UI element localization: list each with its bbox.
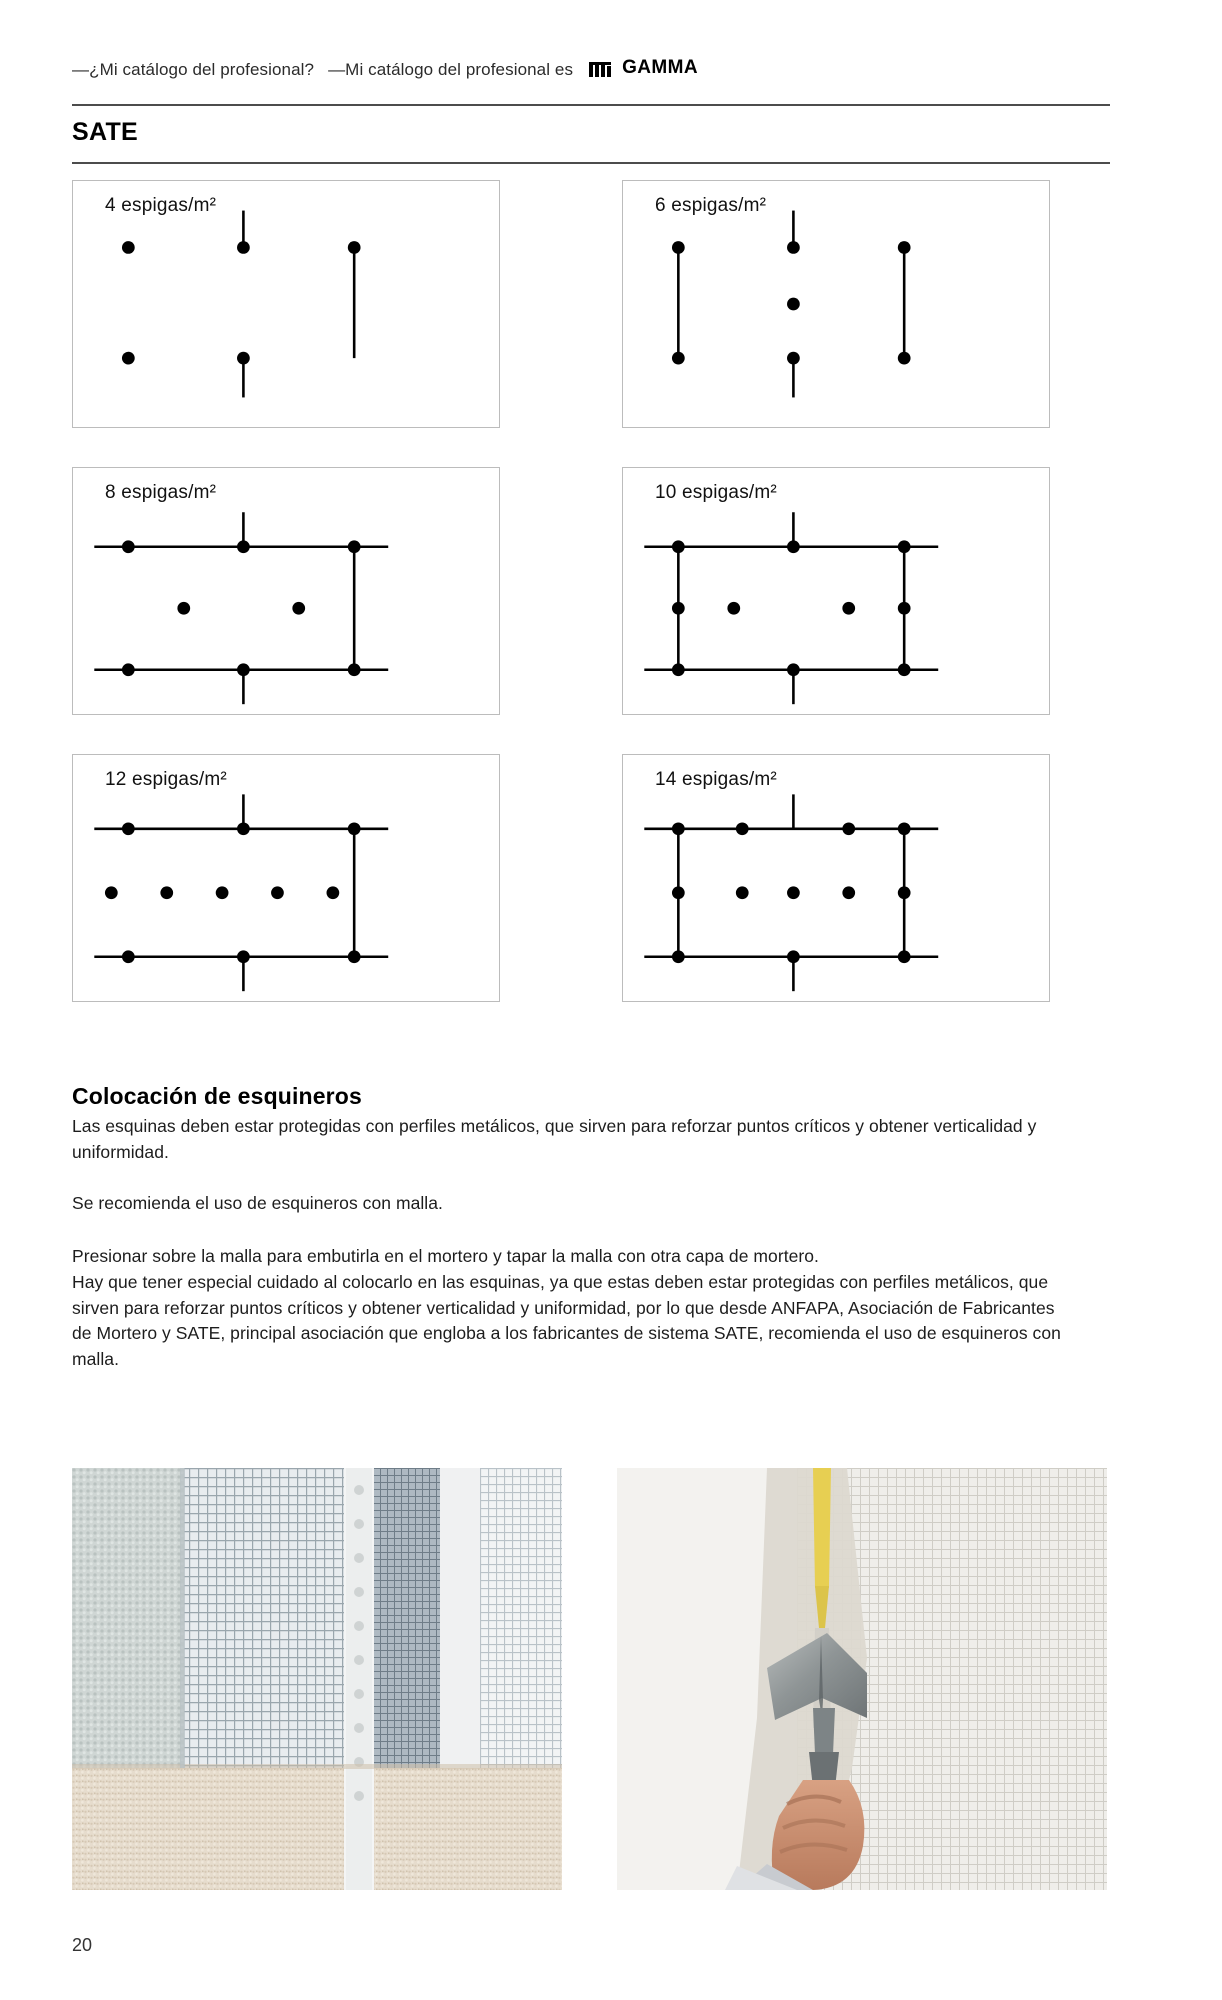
dowel-point [348,822,361,835]
dowel-point [122,663,135,676]
header-question-text: —¿Mi catálogo del profesional? [72,59,315,79]
mesh-corner-detail-graphic [72,1468,562,1890]
dowel-point [348,950,361,963]
dowel-point [237,241,250,254]
dowel-point [177,602,190,615]
dowel-point [898,602,911,615]
diagram-panel-12 [72,754,500,1002]
dowel-point [348,663,361,676]
dowel-point [672,822,685,835]
header-answer-text: —Mi catálogo del profesional es [328,59,574,79]
dowel-point [237,540,250,553]
dowel-point [122,540,135,553]
gamma-brand [589,57,698,79]
dowel-point [787,663,800,676]
paragraph-1: Las esquinas deben estar protegidas con perfiles metálicos, que sirven para reforzar puntos críticos y obtener verticalidad y uniformidad. [72,1116,1037,1162]
dowel-pattern-diagrams [72,180,1110,1041]
dowel-point [898,663,911,676]
gamma-bars-logo-icon [589,62,615,77]
dowel-point [898,886,911,899]
dowel-point [237,950,250,963]
dowel-point [237,352,250,365]
dowel-point [672,241,685,254]
corner-trowel-application-photo [617,1468,1107,1890]
dowel-point [292,602,305,615]
dowel-point [122,822,135,835]
dowel-point [787,241,800,254]
photo-strip [72,1468,1110,1890]
paragraph-3: Presionar sobre la malla para embutirla en el mortero y tapar la malla con otra capa de mortero. [72,1246,819,1267]
dowel-point [122,241,135,254]
paragraph-4: Hay que tener especial cuidado al colocarlo en las esquinas, ya que estas deben estar protegidas con perfiles metálicos, que sirven para reforzar puntos críticos y obtener verticalidad y uniformidad, por lo que desde ANFAPA, Asociación de Fabricantes de Mortero y SATE, principal asociación que engloba a los fabricantes de sistema SATE, recomienda el uso de esquineros con malla. [72,1271,1061,1370]
diagram-canvas [623,181,1049,427]
dowel-point [787,540,800,553]
diagram-label: 10 espigas/m² [655,482,777,503]
dowel-point [842,822,855,835]
diagram-row-2 [72,467,1110,715]
dowel-point [271,886,284,899]
diagram-row-3 [72,754,1110,1002]
dowel-point [237,822,250,835]
dowel-point [672,886,685,899]
diagram-row-1 [72,180,1110,428]
dowel-point [898,241,911,254]
dowel-point [672,950,685,963]
dowel-point [842,602,855,615]
paragraph-2: Se recomienda el uso de esquineros con malla. [72,1193,443,1214]
subsection-heading: Colocación de esquineros [72,1083,362,1109]
dowel-point [727,602,740,615]
dowel-point [160,886,173,899]
diagram-label: 6 espigas/m² [655,195,767,216]
diagram-canvas [73,468,499,714]
diagram-panel-4 [72,180,500,428]
dowel-point [898,540,911,553]
dowel-point [348,540,361,553]
diagram-label: 4 espigas/m² [105,195,217,216]
page-header [72,56,1112,80]
dowel-point [327,886,340,899]
dowel-point [672,352,685,365]
dowel-point [787,886,800,899]
dowel-point [736,822,749,835]
diagram-canvas [73,755,499,1001]
body-copy [72,1083,1078,1373]
header-divider-top [72,104,1110,106]
dowel-point [898,352,911,365]
dowel-point [736,886,749,899]
dowel-point [122,352,135,365]
dowel-point [122,950,135,963]
dowel-point [787,950,800,963]
diagram-canvas [73,181,499,427]
dowel-point [787,298,800,311]
diagram-panel-8 [72,467,500,715]
diagram-panel-14 [622,754,1050,1002]
diagram-canvas [623,755,1049,1001]
page-title: SATE [72,118,139,146]
dowel-point [898,950,911,963]
page-number: 20 [72,1935,93,1955]
dowel-point [216,886,229,899]
dowel-point [348,241,361,254]
diagram-panel-10 [622,467,1050,715]
diagram-panel-6 [622,180,1050,428]
corner-trowel-application-graphic [617,1468,1107,1890]
diagram-label: 8 espigas/m² [105,482,217,503]
dowel-point [672,663,685,676]
dowel-point [898,822,911,835]
dowel-point [105,886,118,899]
diagram-label: 12 espigas/m² [105,769,227,790]
mesh-corner-detail-photo [72,1468,562,1890]
dowel-point [237,663,250,676]
dowel-point [672,602,685,615]
diagram-canvas [623,468,1049,714]
dowel-point [842,886,855,899]
dowel-point [787,352,800,365]
gamma-brand-label: GAMMA [622,57,698,78]
header-divider-bottom [72,162,1110,164]
diagram-label: 14 espigas/m² [655,769,777,790]
dowel-point [672,540,685,553]
